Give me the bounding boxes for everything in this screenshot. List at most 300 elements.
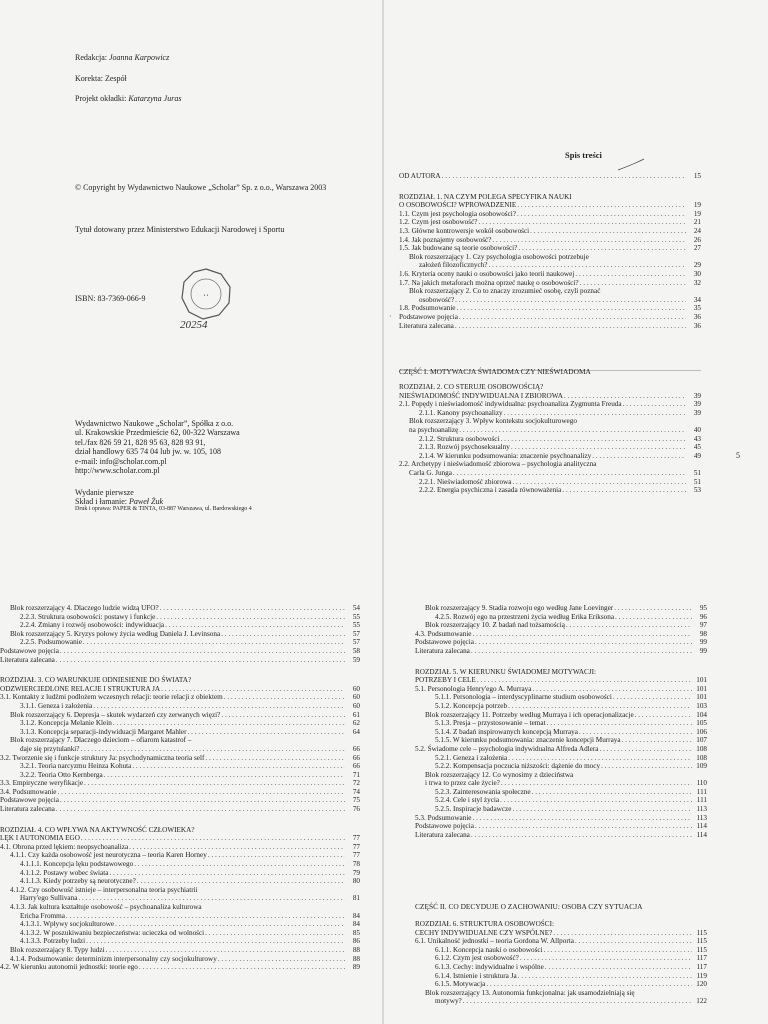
toc-entry: [0, 711, 360, 720]
toc-entry-title: 5.2. Świadome cele – psychologia indywidualna Alfreda Adlera: [415, 744, 599, 753]
toc-entry-page: 35: [693, 304, 701, 313]
toc-entry-title: motywy?: [435, 997, 462, 1006]
cover-line: [75, 94, 181, 104]
toc-entry-title: OD AUTORA: [399, 172, 441, 180]
toc-entry: [0, 920, 360, 929]
toc-entry-title: 2.2.1. Nieświadomość zbiorowa: [419, 477, 512, 486]
toc-leader-dots: [58, 788, 346, 797]
toc-leader-dots: [511, 443, 686, 452]
toc-entry-page: 105: [696, 719, 707, 728]
toc-entry-page: 98: [699, 629, 707, 638]
toc-entry: [0, 685, 360, 694]
toc-entry: [399, 193, 701, 202]
toc-entry-page: 34: [693, 295, 701, 304]
toc-entry-title: 6.1. Unikalność jednostki – teoria Gordona W. Allporta: [415, 937, 574, 946]
toc-entry-page: 110: [696, 779, 707, 788]
toc-entry-title: Harry'ego Sullivana: [20, 894, 78, 903]
toc-entry-title: 1.2. Czym jest osobowość?: [399, 218, 478, 227]
toc-entry-title: Blok rozszerzający 6. Depresja – skutek wydarzeń czy zerwanych więzi?: [10, 710, 221, 719]
folio: 5: [736, 451, 740, 460]
toc-entry: [0, 638, 360, 647]
toc-leader-dots: [553, 929, 692, 938]
toc-entry-title: 5.1.3. Presja – przystosowanie – temat: [435, 719, 546, 728]
margin-tick: ·: [389, 312, 392, 321]
toc-leader-dots: [580, 279, 686, 288]
toc-list-1: [399, 160, 701, 330]
isbn-line: ISBN: 83-7369-066-9: [75, 294, 146, 303]
toc-entry: [0, 676, 360, 685]
toc-entry: [415, 946, 707, 955]
toc-entry-title: CECHY INDYWIDUALNE CZY WSPÓLNE?: [415, 928, 553, 937]
toc-leader-dots: [532, 685, 692, 694]
toc-entry: [415, 668, 707, 677]
toc-entry: [415, 788, 707, 797]
toc-entry: [0, 604, 360, 613]
toc-leader-dots: [544, 946, 692, 955]
toc-entry-title: Blok rozszerzający 5. Kryzys połowy życia według Daniela J. Levinsona: [10, 629, 221, 638]
toc-entry: [415, 796, 707, 805]
toc-entry-title: 2.2.2. Energia psychiczna i zasada równoważenia: [419, 486, 562, 495]
toc-page-2: [0, 512, 380, 1024]
toc-leader-dots: [134, 860, 345, 869]
toc-entry: [0, 843, 360, 852]
toc-leader-dots: [475, 822, 692, 831]
toc-entry-title: 3.1.1. Geneza i założenia: [20, 701, 93, 710]
toc-entry: [0, 946, 360, 955]
toc-entry-page: 99: [699, 638, 707, 647]
toc-entry: [415, 972, 707, 981]
toc-entry: [415, 762, 707, 771]
toc-leader-dots: [562, 486, 686, 495]
toc-entry-page: 39: [693, 391, 701, 400]
toc-entry: [399, 478, 701, 487]
toc-leader-dots: [221, 711, 345, 720]
toc-entry-page: 51: [693, 477, 701, 486]
toc-entry-page: 54: [352, 604, 360, 612]
toc-entry-page: 71: [352, 770, 360, 779]
toc-entry-title: Literatura zalecana: [0, 655, 55, 664]
toc-entry: [0, 826, 360, 835]
toc-entry: [415, 989, 707, 998]
toc-entry: [399, 392, 701, 401]
toc-leader-dots: [613, 693, 692, 702]
toc-leader-dots: [104, 771, 345, 780]
toc-leader-dots: [575, 270, 686, 279]
toc-leader-dots: [113, 719, 345, 728]
toc-entry-title: LĘK I AUTONOMIA EGO: [0, 834, 80, 843]
toc-entry: [399, 287, 701, 296]
toc-entry: [0, 869, 360, 878]
toc-leader-dots: [459, 313, 686, 322]
toc-entry-title: 2.2. Archetypy i nieświadomość zbiorowa – psychologia analityczna: [399, 460, 597, 469]
toc-entry-title: ROZDZIAŁ 6. STRUKTURA OSOBOWOŚCI:: [415, 920, 554, 928]
toc-entry: [399, 296, 701, 305]
toc-leader-dots: [545, 963, 692, 972]
typeset-label: Skład i łamanie:: [75, 497, 129, 506]
toc-leader-dots: [78, 894, 345, 903]
toc-entry-page: 96: [699, 612, 707, 621]
toc-entry-page: 19: [693, 201, 701, 210]
toc-leader-dots: [622, 736, 692, 745]
toc-entry: [0, 656, 360, 665]
toc-entry: [0, 929, 360, 938]
toc-entry-page: 57: [352, 629, 360, 638]
toc-entry: [415, 980, 707, 989]
toc-entry-title: 6.1.5. Motywacja: [435, 980, 486, 989]
toc-entry-title: Literatura zalecana: [0, 805, 55, 814]
toc-entry-title: i trwa to przez całe życie?: [425, 779, 500, 788]
toc-leader-dots: [623, 400, 686, 409]
toc-entry-page: 60: [352, 701, 360, 710]
toc-entry-title: 6.1.4. Istnienie i struktura Ja: [435, 971, 517, 980]
toc-entry: [399, 426, 701, 435]
toc-entry-title: 3.2. Tworzenie się i funkcje struktury Ja: psychodynamiczna teoria self: [0, 753, 205, 762]
toc-entry-page: 29: [693, 261, 701, 270]
toc-entry: [0, 771, 360, 780]
toc-entry-page: 113: [696, 813, 707, 822]
toc-entry: [0, 745, 360, 754]
toc-leader-dots: [500, 796, 692, 805]
part-2-heading: CZĘŚĆ II. CO DECYDUJE O ZACHOWANIU: OSOBA CZY SYTUACJA: [415, 902, 643, 911]
toc-entry-title: 4.1.3.2. W poszukiwaniu bezpieczeństwa: ucieczka od wolności: [20, 928, 205, 937]
toc-entry-page: 107: [696, 736, 707, 745]
toc-entry-title: Podstawowe pojęcia: [415, 822, 474, 831]
toc-entry: [0, 693, 360, 702]
toc-entry-title: ROZDZIAŁ 4. CO WPŁYWA NA AKTYWNOŚĆ CZŁOWIEKA?: [0, 825, 195, 834]
toc-leader-dots: [84, 779, 345, 788]
toc-leader-dots: [455, 322, 686, 331]
toc-entry-title: 2.1. Popędy i nieświadomość indywidualna: psychoanaliza Zygmunta Freuda: [399, 400, 622, 409]
toc-entry-title: 3.3. Empiryczne weryfikacje: [0, 779, 84, 788]
toc-entry-title: daje się przytulanki?: [20, 744, 80, 753]
toc-entry: [0, 886, 360, 895]
toc-entry: [415, 745, 707, 754]
toc-entry: [0, 779, 360, 788]
toc-entry-title: 1.1. Czym jest psychologia osobowości?: [399, 209, 516, 218]
toc-entry-title: Blok rozszerzający 2. Co to znaczy zrozumieć osobę, czyli poznać: [409, 287, 601, 296]
toc-entry: [415, 822, 707, 831]
toc-leader-dots: [486, 980, 692, 989]
toc-leader-dots: [512, 478, 686, 487]
toc-leader-dots: [86, 937, 345, 946]
toc-entry-title: na psychoanalizę: [409, 425, 459, 434]
toc-entry: [415, 647, 707, 656]
toc-entry-page: 62: [352, 719, 360, 728]
toc-entry-page: 19: [693, 209, 701, 218]
toc-entry-page: 40: [693, 425, 701, 434]
toc-entry-page: 77: [352, 834, 360, 843]
toc-leader-dots: [575, 937, 692, 946]
toc-entry-title: 2.1.1. Kanony psychoanalizy: [419, 408, 503, 417]
toc-entry-page: 36: [693, 312, 701, 321]
toc-entry-page: 66: [352, 744, 360, 753]
toc-leader-dots: [109, 869, 345, 878]
bottom-spread: [0, 512, 768, 1024]
publisher-sales: dział handlowy 635 74 04 lub jw. w. 105, 108: [75, 447, 222, 457]
toc-entry-title: ODZWIERCIEDLONE RELACJE I STRUKTURA JA: [0, 684, 161, 693]
printer-line: Druk i oprawa: PAPER & TINTA, 03-887 Warszawa, ul. Bardowskiego 4: [75, 506, 252, 512]
toc-leader-dots: [205, 754, 345, 763]
toc-leader-dots: [504, 409, 686, 418]
toc-entry-title: 2.1.2. Struktura osobowości: [419, 434, 500, 443]
toc-entry-title: Literatura zalecana: [415, 646, 470, 655]
toc-leader-dots: [115, 920, 345, 929]
toc-entry-title: 1.3. Główne kontrowersje wokół osobowości: [399, 226, 530, 235]
toc-entry-page: 114: [696, 822, 707, 831]
toc-entry-page: 66: [352, 762, 360, 771]
toc-list-3b: [415, 920, 707, 1006]
toc-entry: [415, 685, 707, 694]
toc-entry-title: Ericha Fromma: [20, 911, 65, 920]
toc-leader-dots: [218, 955, 345, 964]
toc-entry-page: 104: [696, 710, 707, 719]
toc-entry-page: 81: [352, 894, 360, 903]
toc-leader-dots: [224, 693, 345, 702]
toc-entry-title: Podstawowe pojęcia: [0, 796, 59, 805]
toc-entry-title: osobowość?: [419, 295, 455, 304]
toc-leader-dots: [56, 805, 345, 814]
toc-entry-page: 95: [699, 604, 707, 612]
toc-entry-page: 45: [693, 443, 701, 452]
toc-leader-dots: [518, 972, 692, 981]
toc-entry-title: Podstawowe pojęcia: [0, 646, 59, 655]
toc-entry-title: NIEŚWIADOMOŚĆ INDYWIDUALNA I ZBIOROWA: [399, 391, 563, 400]
toc-entry-page: 24: [693, 226, 701, 235]
toc-entry-page: 57: [352, 638, 360, 647]
toc-entry-title: 4.1.3. Jak kultura kształtuje osobowość – psychoanaliza kulturowa: [10, 903, 202, 911]
toc-leader-dots: [520, 954, 692, 963]
toc-leader-dots: [566, 621, 692, 630]
toc-entry-title: 2.2.5. Podsumowanie: [20, 638, 82, 647]
toc-entry: [415, 771, 707, 780]
toc-entry-title: ROZDZIAŁ 1. NA CZYM POLEGA SPECYFIKA NAUKI: [399, 192, 572, 201]
toc-entry-title: 4.1.1.1. Koncepcja lęku podstawowego: [20, 860, 134, 869]
editor-label: Redakcja:: [75, 53, 109, 62]
toc-leader-dots: [161, 685, 345, 694]
toc-entry-page: 30: [693, 269, 701, 278]
toc-entry: [0, 630, 360, 639]
toc-entry-title: 5.3. Podsumowanie: [415, 813, 472, 822]
toc-entry-title: 5.1.1. Personologia – interdyscyplinarne studium osobowości: [435, 693, 612, 702]
library-stamp: [180, 268, 232, 320]
toc-entry: [415, 831, 707, 840]
toc-entry-title: ROZDZIAŁ 5. W KIERUNKU ŚWIADOMEJ MOTYWACJI:: [415, 667, 597, 676]
toc-entry-page: 88: [352, 954, 360, 963]
toc-entry-page: 111: [696, 796, 707, 805]
toc-entry: [399, 201, 701, 210]
toc-entry-title: 5.2.2. Kompensacja poczucia niższości: dążenie do mocy: [435, 762, 601, 771]
proofreading-line: Korekta: Zespół: [75, 74, 127, 83]
toc-entry: [415, 754, 707, 763]
toc-entry-page: 115: [696, 928, 707, 937]
toc-entry: [0, 805, 360, 814]
toc-entry: [0, 955, 360, 964]
toc-entry: [0, 796, 360, 805]
toc-leader-dots: [473, 814, 693, 823]
cover-name: Katarzyna Juras: [128, 94, 182, 103]
toc-entry-page: 117: [696, 962, 707, 971]
toc-leader-dots: [137, 877, 345, 886]
toc-entry-page: 51: [693, 468, 701, 477]
toc-leader-dots: [442, 172, 686, 181]
toc-entry-page: 21: [693, 218, 701, 227]
toc-leader-dots: [501, 779, 692, 788]
toc-entry-page: 26: [693, 235, 701, 244]
toc-leader-dots: [635, 711, 692, 720]
toc-leader-dots: [530, 227, 686, 236]
toc-entry-page: 120: [696, 980, 707, 989]
toc-entry-page: 113: [696, 805, 707, 814]
toc-entry-page: 84: [352, 911, 360, 920]
toc-entry-title: Blok rozszerzający 7. Dlaczego dzieciom – ofiarom katastrof –: [10, 736, 192, 745]
publisher-block: [75, 419, 240, 475]
toc-leader-dots: [517, 210, 686, 219]
toc-entry-title: 2.2.3. Struktura osobowości: postawy i funkcje: [20, 612, 156, 621]
toc-entry-title: 6.1.1. Koncepcja nauki o osobowości: [435, 945, 543, 954]
toc-entry: [0, 762, 360, 771]
toc-entry: [415, 693, 707, 702]
toc-entry: [415, 997, 707, 1006]
toc-leader-dots: [614, 604, 692, 613]
toc-entry-page: 101: [696, 676, 707, 685]
toc-leader-dots: [60, 647, 345, 656]
toc-leader-dots: [475, 638, 692, 647]
toc-entry: [415, 736, 707, 745]
toc-entry-title: O OSOBOWOŚCI? WPROWADZENIE: [399, 201, 517, 210]
toc-entry-title: 2.1.4. W kierunku podsumowania: znaczenie psychoanalizy: [419, 451, 592, 460]
toc-entry-title: 5.2.3. Zainteresowania społeczne: [435, 787, 531, 796]
toc-list-1b: [399, 383, 701, 495]
toc-leader-dots: [205, 929, 345, 938]
toc-entry-page: 49: [693, 451, 701, 460]
toc-entry-title: Podstawowe pojęcia: [415, 638, 474, 647]
toc-entry: [0, 736, 360, 745]
toc-leader-dots: [56, 656, 345, 665]
toc-entry-title: Literatura zalecana: [415, 830, 470, 839]
toc-entry-title: 3.4. Podsumowanie: [0, 787, 57, 796]
toc-leader-dots: [129, 843, 345, 852]
toc-entry: [399, 417, 701, 426]
toc-entry-page: 115: [696, 937, 707, 946]
toc-entry: [399, 443, 701, 452]
toc-entry-title: Blok rozszerzający 9. Stadia rozwoju ego według Jane Loevinger: [425, 604, 614, 612]
toc-entry-title: ROZDZIAŁ 2. CO STERUJE OSOBOWOŚCIĄ?: [399, 383, 544, 391]
toc-entry-title: 5.1.2. Koncepcja potrzeb: [435, 701, 508, 710]
toc-entry: [415, 638, 707, 647]
toc-entry-title: 4.1.1. Czy każda osobowość jest neurotyczna – teoria Karen Horney: [10, 851, 207, 860]
toc-entry-title: Blok rozszerzający 1. Czy psychologia osobowości potrzebuje: [409, 252, 589, 261]
toc-entry: [399, 253, 701, 262]
toc-entry-title: 5.2.1. Geneza i założenia: [435, 753, 508, 762]
toc-leader-dots: [66, 912, 345, 921]
toc-entry: [399, 279, 701, 288]
toc-entry-page: 66: [352, 753, 360, 762]
toc-entry-page: 77: [352, 851, 360, 860]
toc-entry-title: Blok rozszerzający 10. Z badań nad tożsamością: [425, 621, 565, 630]
toc-entry: [415, 779, 707, 788]
toc-entry-title: 3.1.3. Koncepcja separacji-indywiduacji Margaret Mahler: [20, 727, 187, 736]
toc-entry-title: 1.4. Jak poznajemy osobowość?: [399, 235, 492, 244]
toc-leader-dots: [106, 946, 345, 955]
toc-entry-page: 122: [696, 997, 707, 1006]
toc-entry: [0, 903, 360, 912]
toc-entry: [0, 860, 360, 869]
toc-page-1: [384, 0, 768, 512]
toc-entry-page: 39: [693, 408, 701, 417]
toc-entry-title: 4.3. Podsumowanie: [415, 629, 472, 638]
publisher-name: Wydawnictwo Naukowe „Scholar”, Spółka z o.o.: [75, 419, 234, 428]
toc-entry: [415, 604, 707, 613]
toc-entry-title: 4.1.4. Podsumowanie: determinizm interpersonalny czy socjokulturowy: [10, 954, 217, 963]
toc-entry: [399, 304, 701, 313]
toc-entry-page: 55: [352, 621, 360, 630]
toc-entry-page: 74: [352, 787, 360, 796]
inventory-number: 20254: [180, 319, 208, 331]
toc-entry: [0, 937, 360, 946]
toc-entry: [399, 227, 701, 236]
toc-entry: [415, 937, 707, 946]
toc-entry-page: 114: [696, 830, 707, 839]
toc-entry: [399, 409, 701, 418]
grant-line: Tytuł dotowany przez Ministerstwo Edukacji Narodowej i Sportu: [75, 225, 285, 234]
toc-leader-dots: [93, 702, 345, 711]
toc-leader-dots: [500, 435, 686, 444]
toc-list-3: [415, 604, 707, 839]
toc-entry-title: 4.2.5. Rozwój ego na przestrzeni życia według Erika Eriksona: [435, 612, 615, 621]
toc-entry-page: 97: [699, 621, 707, 630]
toc-entry-page: 106: [696, 727, 707, 736]
toc-leader-dots: [473, 630, 693, 639]
toc-entry-title: Blok rozszerzający 4. Dlaczego ludzie widzą UFO?: [10, 604, 159, 612]
toc-entry: [399, 460, 701, 469]
toc-leader-dots: [508, 754, 692, 763]
publisher-email: e-mail: info@scholar.com.pl: [75, 456, 167, 466]
toc-entry: [415, 814, 707, 823]
toc-leader-dots: [453, 469, 686, 478]
toc-leader-dots: [83, 638, 345, 647]
toc-entry: [0, 877, 360, 886]
toc-leader-dots: [564, 392, 686, 401]
toc-entry-title: Podstawowe pojęcia: [399, 312, 458, 321]
toc-entry-title: 6.1.3. Cechy: indywidualne i wspólne: [435, 962, 544, 971]
editor-name: Joanna Karpowicz: [108, 53, 170, 62]
toc-entry-title: 5.2.5. Inspiracje badawcze: [435, 805, 512, 814]
toc-entry-page: 101: [696, 693, 707, 702]
imprint-page: [0, 0, 380, 512]
toc-leader-dots: [457, 304, 687, 313]
toc-entry: [0, 834, 360, 843]
toc-entry-page: 78: [352, 860, 360, 869]
toc-entry: [415, 929, 707, 938]
toc-entry-title: 2.2.4. Zmiany i rozwój osobowości: indywiduacja: [20, 621, 165, 630]
toc-leader-dots: [599, 745, 692, 754]
toc-leader-dots: [165, 621, 345, 630]
toc-entry: [415, 621, 707, 630]
toc-leader-dots: [478, 218, 686, 227]
toc-leader-dots: [579, 728, 692, 737]
toc-entry-page: 119: [696, 971, 707, 980]
toc-entry: [0, 613, 360, 622]
toc-leader-dots: [512, 805, 692, 814]
toc-entry-page: 108: [696, 744, 707, 753]
toc-leader-dots: [508, 702, 692, 711]
toc-entry: [415, 711, 707, 720]
toc-entry: [415, 676, 707, 685]
toc-entry-page: 58: [352, 646, 360, 655]
toc-entry-title: 1.5. Jak budowane są teorie osobowości?: [399, 244, 518, 253]
toc-entry: [399, 435, 701, 444]
toc-leader-dots: [132, 762, 345, 771]
